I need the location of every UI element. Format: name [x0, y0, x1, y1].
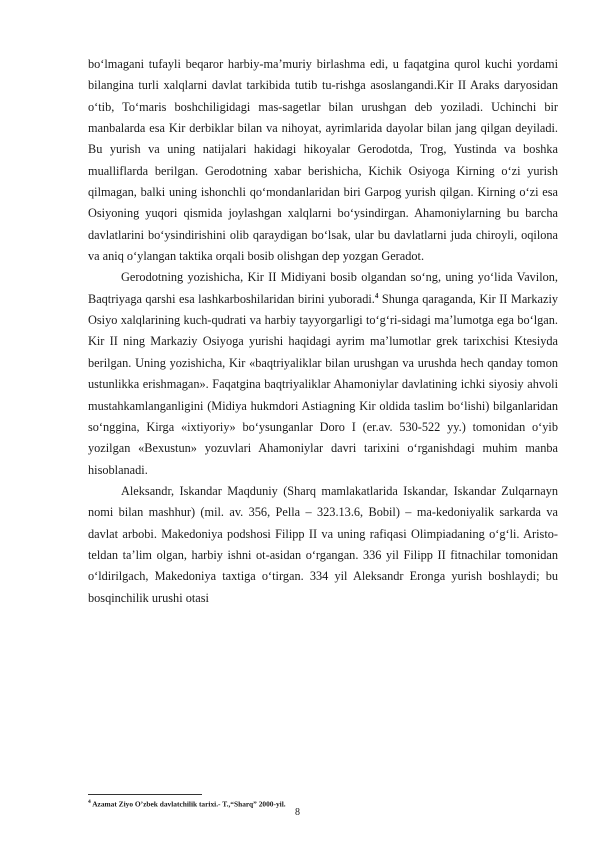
- paragraph-3: Aleksandr, Iskandar Maqduniy (Sharq mamlakatlarida Iskandar, Iskandar Zulqarnayn nomi bilan mashhur) (mil. av. 356, Pella – 323.13.6, Bobil) – ma-kedoniyalik sarkarda va davlat arbobi. Makedoniya podshosi Filipp II va uning rafiqasi Olimpiadaning o‘g‘li. Aristo-teldan ta’lim olgan, harbiy ishni ot-asidan o‘rgangan. 336 yil Filipp II fitnachilar tomonidan o‘ldirilgach, Makedoniya taxtiga o‘tirgan. 334 yil Aleksandr Eronga yurish boshlaydi; bu bosqinchilik urushi otasi: [88, 483, 558, 605]
- paragraph-2-text: Gerodotning yozishicha, Kir II Midiyani bosib olgandan so‘ng, uning yo‘lida Vavilon, Baqtriyaga qarshi esa lashkarboshilaridan birini yuboradi.: [88, 270, 558, 306]
- footnote-reference[interactable]: 4: [374, 291, 379, 300]
- footnote-number: 4: [88, 799, 91, 805]
- footnote-text: Azamat Ziyo O’zbek davlatchilik tarixi.- T.,“Sharq” 2000-yil.: [92, 799, 286, 809]
- paragraph-1: bo‘lmagani tufayli beqaror harbiy-ma’muriy birlashma edi, u faqatgina qurol kuchi yordami bilangina turli xalqlarni davlat tarkibida tutib tu-rishga asoslangandi.Kir II Araks daryosidan o‘tib, To‘maris boshchiligidagi mas-sagetlar bilan urushgan deb yoziladi. Uchinchi bir manbalarda esa Kir derbiklar bilan va nihoyat, ayrimlarida dayolar bilan jang qilgan deyiladi. Bu yurish va uning natijalari hakidagi hikoyalar Gerodotda, Trog, Yustinda va boshka mualliflarda berilgan. Gerodotning xabar berishicha, Kichik Osiyoga Kirning o‘zi yurish qilmagan, balki uning ishonchli qo‘mondanlaridan biri Garpog yurish qilgan. Kirning o‘zi esa Osiyoning yuqori qismida joylashgan xalqlarni bo‘ysindirgan. Ahamoniylarning bu barcha davlatlarini bo‘ysindirishini olib qaraydigan bo‘lsak, ular bu davlatlarni juda chiroyli, oqilona va aniq o‘ylangan taktika orqali bosib olishgan dep yozgan Geradot.: [88, 57, 558, 264]
- body-text: [88, 54, 558, 609]
- page-number: 8: [295, 807, 300, 818]
- paragraph-2: [88, 267, 558, 480]
- footnote-divider: [88, 794, 202, 795]
- paragraph-2-continued: Shunga qaraganda, Kir II Markaziy Osiyo xalqlarining kuch-qudrati va harbiy tayyorgarligi to‘g‘ri-sidagi ma’lumotga ega bo‘lgan. Kir II ning Markaziy Osiyoga yurishi haqidagi ayrim ma’lumotlar grek tarixchisi Ktesiyda berilgan. Uning yozishicha, Kir «baqtriyaliklar bilan urushgan va urushda hech qanday tomon ustunlikka erishmagan». Faqatgina baqtriyaliklar Ahamoniylar davlatining ichki siyosiy ahvoli mustahkamlanganligini (Midiya hukmdori Astiagning Kir oldida taslim bo‘lishi) bilganlaridan so‘nggina, Kirga «ixtiyoriy» bo‘ysunganlar Doro I (er.av. 530-522 yy.) tomonidan o‘yib yozilgan «Bexustun» yozuvlari Ahamoniylar davri tarixini o‘rganishdagi muhim manba hisoblanadi.: [88, 291, 559, 477]
